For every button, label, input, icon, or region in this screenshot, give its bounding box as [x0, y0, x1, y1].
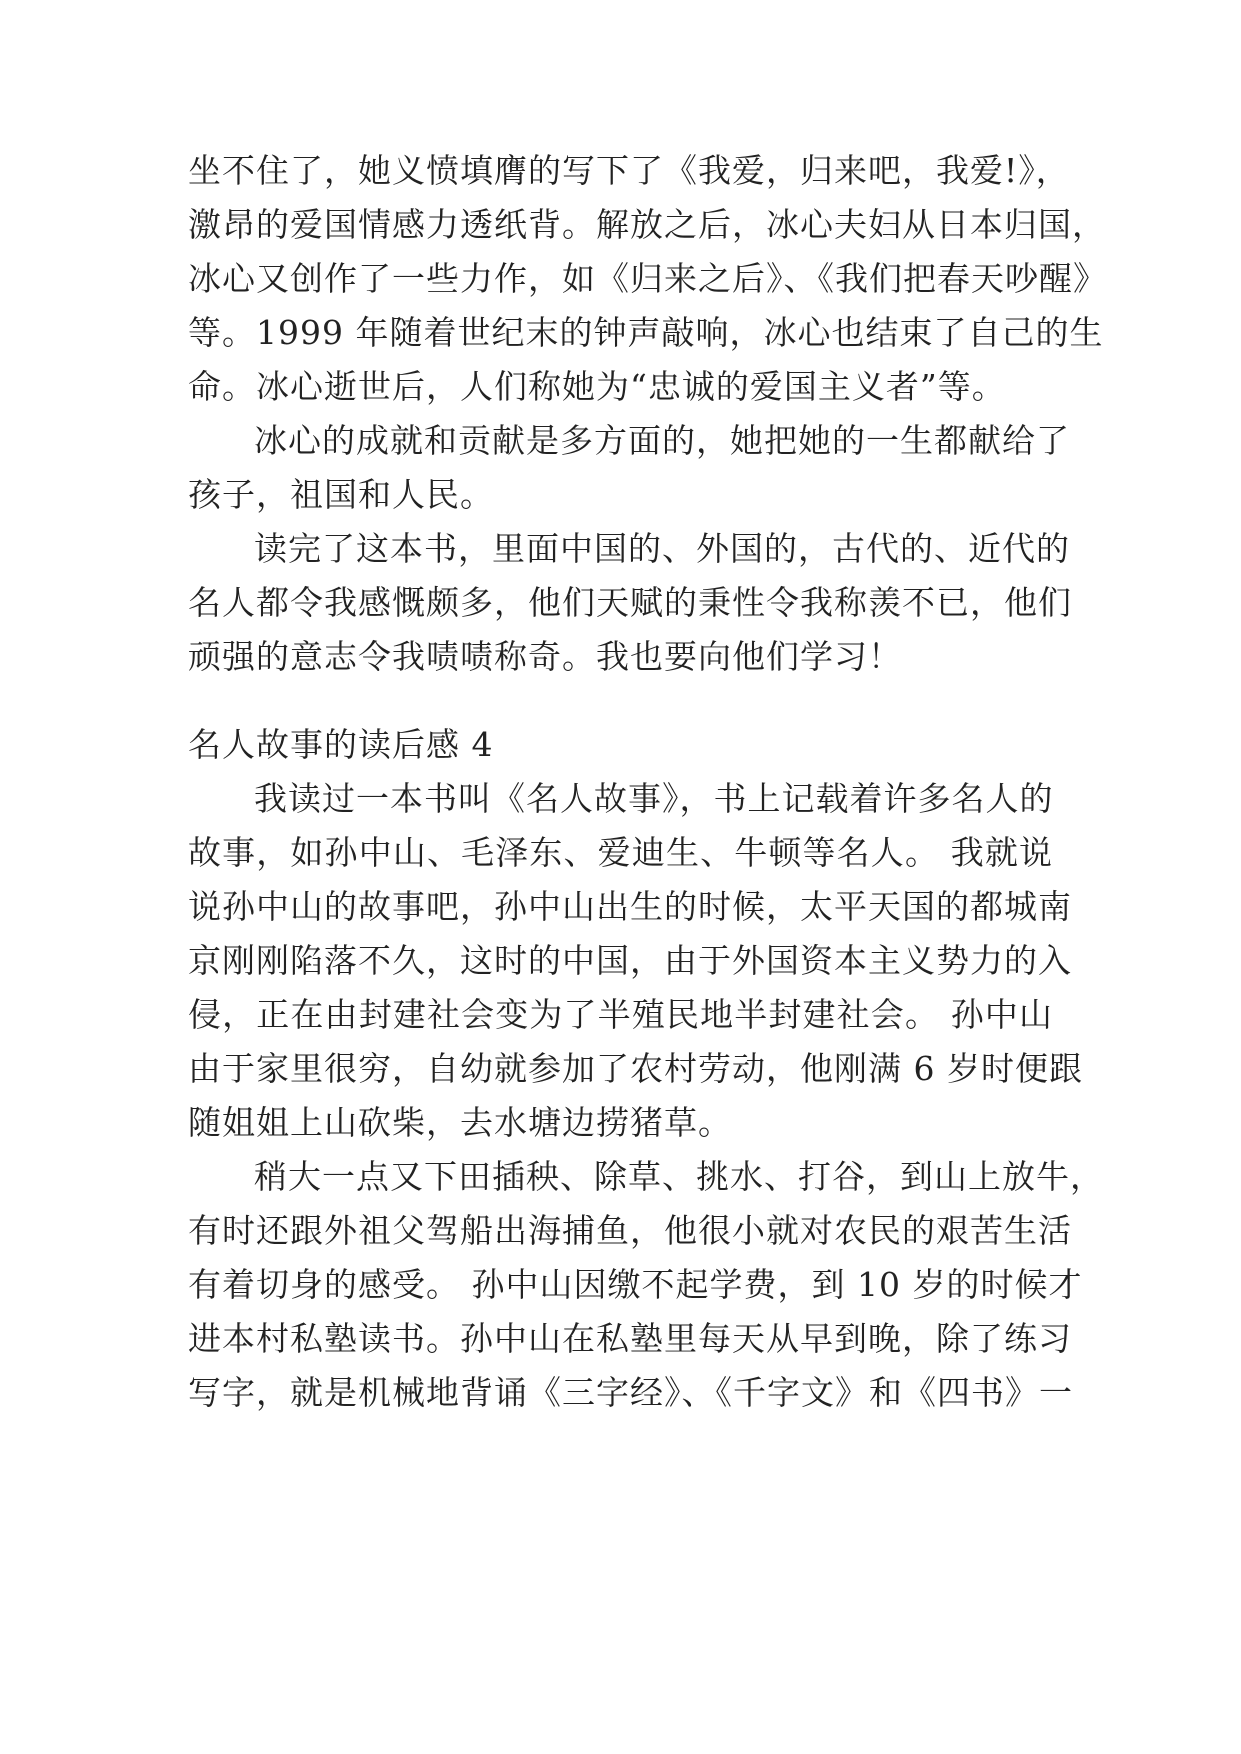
paragraph-line: 进本村私塾读书。孙中山在私塾里每天从早到晚，除了练习	[188, 1319, 1072, 1358]
paragraph-line: 故事，如孙中山、毛泽东、爱迪生、牛顿等名人。 我就说	[188, 833, 1053, 872]
paragraph-line: 由于家里很穷，自幼就参加了农村劳动，他刚满 6 岁时便跟	[188, 1049, 1083, 1088]
paragraph-line: 写字，就是机械地背诵《三字经》、《千字文》和《四书》一	[188, 1373, 1073, 1412]
paragraph-line: 我读过一本书叫《名人故事》，书上记载着许多名人的	[254, 779, 1054, 818]
paragraph-line: 名人都令我感慨颇多，他们天赋的秉性令我称羡不已，他们	[188, 583, 1072, 622]
paragraph-line: 有时还跟外祖父驾船出海捕鱼，他很小就对农民的艰苦生活	[188, 1211, 1072, 1250]
paragraph-line: 侵，正在由封建社会变为了半殖民地半封建社会。 孙中山	[188, 995, 1053, 1034]
paragraph-line: 孩子，祖国和人民。	[188, 475, 494, 514]
paragraph-line: 京刚刚陷落不久，这时的中国，由于外国资本主义势力的入	[188, 941, 1072, 980]
paragraph-line: 激昂的爱国情感力透纸背。解放之后，冰心夫妇从日本归国，	[188, 205, 1106, 244]
paragraph-line: 坐不住了，她义愤填膺的写下了《我爱，归来吧，我爱!》，	[188, 151, 1070, 190]
paragraph-line: 顽强的意志令我啧啧称奇。我也要向他们学习！	[188, 637, 902, 676]
paragraph-line: 说孙中山的故事吧，孙中山出生的时候，太平天国的都城南	[188, 887, 1072, 926]
paragraph-line: 冰心又创作了一些力作，如《归来之后》、《我们把春天吵醒》	[188, 259, 1107, 298]
paragraph-line: 等。1999 年随着世纪末的钟声敲响，冰心也结束了自己的生	[188, 313, 1104, 352]
paragraph-line: 随姐姐上山砍柴，去水塘边捞猪草。	[188, 1103, 732, 1142]
section-heading: 名人故事的读后感 4	[188, 725, 494, 764]
paragraph-line: 读完了这本书，里面中国的、外国的，古代的、近代的	[254, 529, 1070, 568]
paragraph-line: 有着切身的感受。 孙中山因缴不起学费，到 10 岁的时候才	[188, 1265, 1083, 1304]
paragraph-line: 命。冰心逝世后，人们称她为“忠诚的爱国主义者”等。	[188, 367, 1006, 406]
paragraph-line: 冰心的成就和贡献是多方面的，她把她的一生都献给了	[254, 421, 1070, 460]
paragraph-line: 稍大一点又下田插秧、除草、挑水、打谷，到山上放牛，	[254, 1157, 1104, 1196]
